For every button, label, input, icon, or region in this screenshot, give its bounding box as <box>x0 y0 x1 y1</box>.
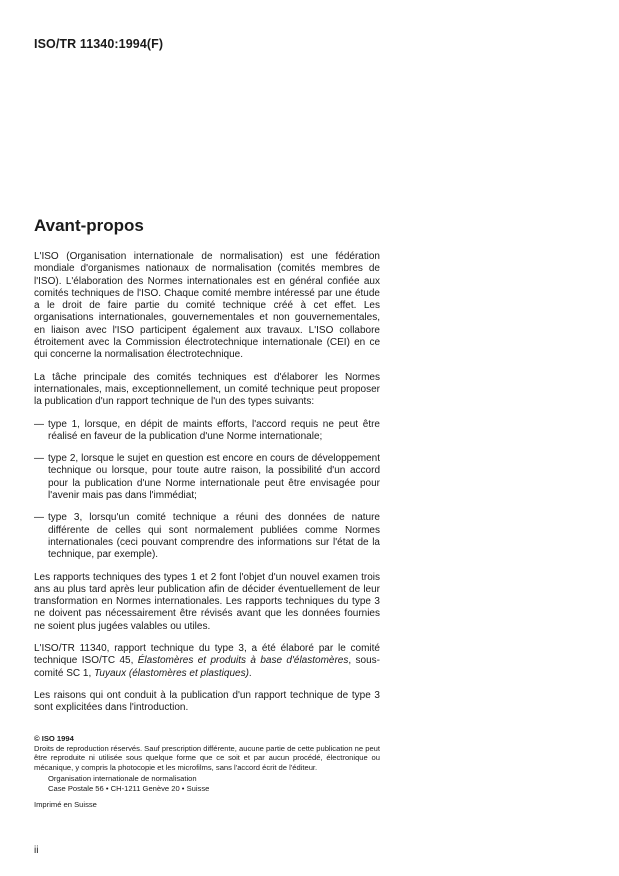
list-item-type-3 <box>34 512 380 561</box>
foreword-paragraph-4 <box>34 643 380 680</box>
copyright-block <box>34 734 380 809</box>
report-types-list <box>34 419 380 562</box>
committee-title: Élastomères et produits à base d'élastomères <box>137 655 349 667</box>
copyright-line: © ISO 1994 <box>34 734 74 743</box>
paragraph-4-text-3: . <box>248 667 252 679</box>
list-item-type-1 <box>34 419 380 444</box>
foreword-title: Avant-propos <box>34 216 144 235</box>
page-number: ii <box>34 845 39 856</box>
publisher-address: Case Postale 56 • CH-1211 Genève 20 • Suisse <box>48 783 210 793</box>
list-item-text: type 3, lorsqu'un comité technique a réuni des données de nature différente de celles qui sont normalement publiées comme Normes internationales (ceci pouvant comprendre des informations sur l'état de la technique, par exemple). <box>48 512 380 561</box>
foreword-body <box>34 251 380 725</box>
printed-in: Imprimé en Suisse <box>34 799 97 809</box>
list-item-type-2 <box>34 453 380 502</box>
foreword-paragraph-2: La tâche principale des comités techniques est d'élaborer les Normes internationales, mais, exceptionnellement, un comité technique peut proposer la publication d'un rapport technique de l'un des types suivants: <box>34 371 380 408</box>
list-item-text: type 2, lorsque le sujet en question est encore en cours de développement technique ou lorsque, pour toute autre raison, la possibilité d'un accord pour la publication d'une Norme internationale peut être envisagée pour l'avenir mais pas dans l'immédiat; <box>48 453 380 502</box>
publisher-name: Organisation internationale de normalisation <box>48 774 197 784</box>
dash-marker: — <box>34 453 44 465</box>
subcommittee-title: Tuyaux (élastomères et plastiques) <box>94 667 249 679</box>
document-id: ISO/TR 11340:1994(F) <box>34 37 164 51</box>
paragraph-4-text-1: L'ISO/TR 11340, rapport technique du type 3, a été élaboré par le comité technique ISO/TC 45, <box>34 643 380 667</box>
dash-marker: — <box>34 418 44 430</box>
foreword-paragraph-3: Les rapports techniques des types 1 et 2 font l'objet d'un nouvel examen trois ans au plus tard après leur publication afin de décider éventuellement de leur transformation en Normes internationales. Les rapports techniques du type 3 ne doivent pas nécessairement être révisés avant que les données fournies ne soient plus jugées valables ou utiles. <box>34 571 380 632</box>
paragraph-4-text-2: , sous-comité SC 1, <box>34 655 380 679</box>
foreword-paragraph-5: Les raisons qui ont conduit à la publication d'un rapport technique de type 3 sont explicitées dans l'introduction. <box>34 689 380 714</box>
rights-notice: Droits de reproduction réservés. Sauf prescription différente, aucune partie de cette publication ne peut être reproduite ni utilisée sous quelque forme que ce soit et par aucun procédé, électronique ou mécanique, y compris la photocopie et les microfilms, sans l'accord écrit de l'éditeur. <box>34 743 381 772</box>
foreword-paragraph-1: L'ISO (Organisation internationale de normalisation) est une fédération mondiale d'organismes nationaux de normalisation (comités membres de l'ISO). L'élaboration des Normes internationales est en général confiée aux comités techniques de l'ISO. Chaque comité membre intéressé par une étude a le droit de faire partie du comité technique créé à cet effet. Les organisations internationales, gouvernementales et non gouvernementales, en liaison avec l'ISO participent également aux travaux. L'ISO collabore étroitement avec la Commission électrotechnique internationale (CEI) en ce qui concerne la normalisation électrotechnique. <box>34 251 380 361</box>
dash-marker: — <box>34 512 44 524</box>
list-item-text: type 1, lorsque, en dépit de maints efforts, l'accord requis ne peut être réalisé en faveur de la publication d'une Norme internationale; <box>48 418 380 442</box>
